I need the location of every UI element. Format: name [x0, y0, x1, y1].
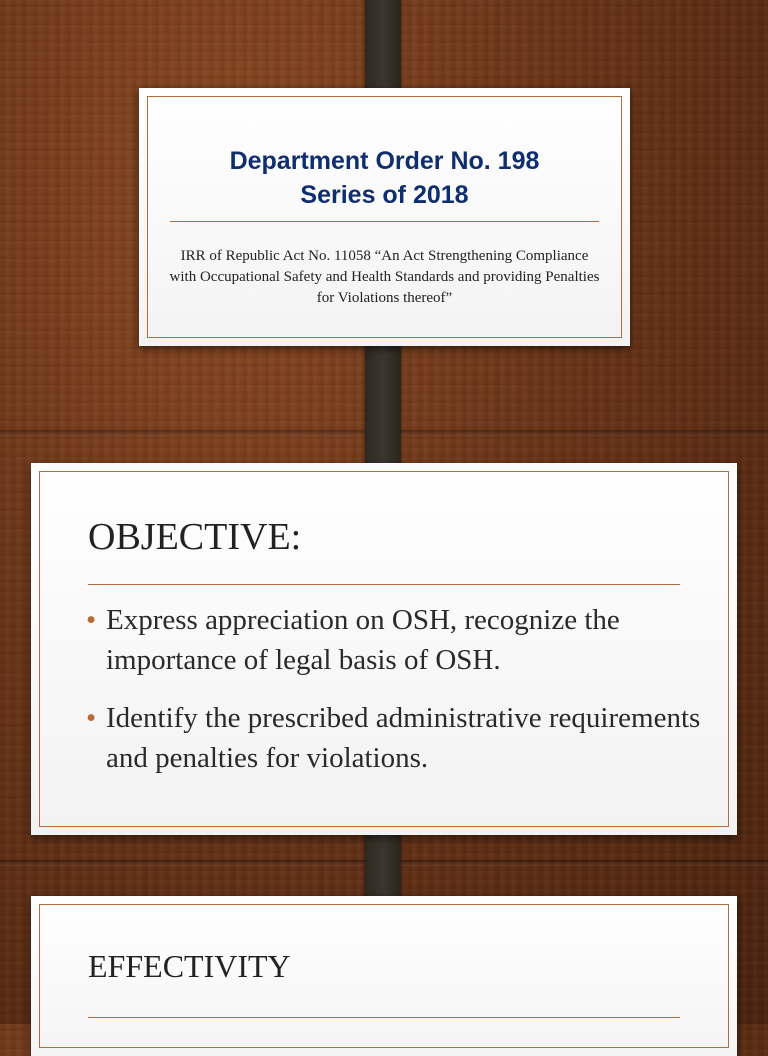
strap-middle: [365, 330, 401, 480]
bullet-text: Identify the prescribed administrative requirements and penalties for violations.: [106, 702, 701, 774]
title-line-2: Series of 2018: [300, 181, 469, 209]
document-title: [139, 144, 630, 212]
list-item: [86, 600, 706, 680]
effectivity-card: [31, 896, 737, 1056]
objective-list: [86, 600, 706, 796]
title-line-1: Department Order No. 198: [229, 147, 540, 175]
title-divider: [170, 221, 599, 222]
bullet-icon: •: [86, 604, 97, 636]
bullet-icon: •: [86, 702, 97, 734]
effectivity-divider: [88, 1017, 680, 1018]
objective-heading: OBJECTIVE:: [88, 516, 302, 558]
document-subtitle: IRR of Republic Act No. 11058 “An Act Strengthening Compliance with Occupational Safety and Health Standards and providing Penalties for Violations thereof”: [169, 248, 600, 306]
list-item: [86, 698, 706, 778]
bullet-text: Express appreciation on OSH, recognize the importance of legal basis of OSH.: [106, 604, 620, 676]
title-card: [139, 88, 630, 346]
objective-divider: [88, 584, 680, 585]
effectivity-heading: EFFECTIVITY: [88, 948, 291, 984]
objective-card: [31, 463, 737, 835]
